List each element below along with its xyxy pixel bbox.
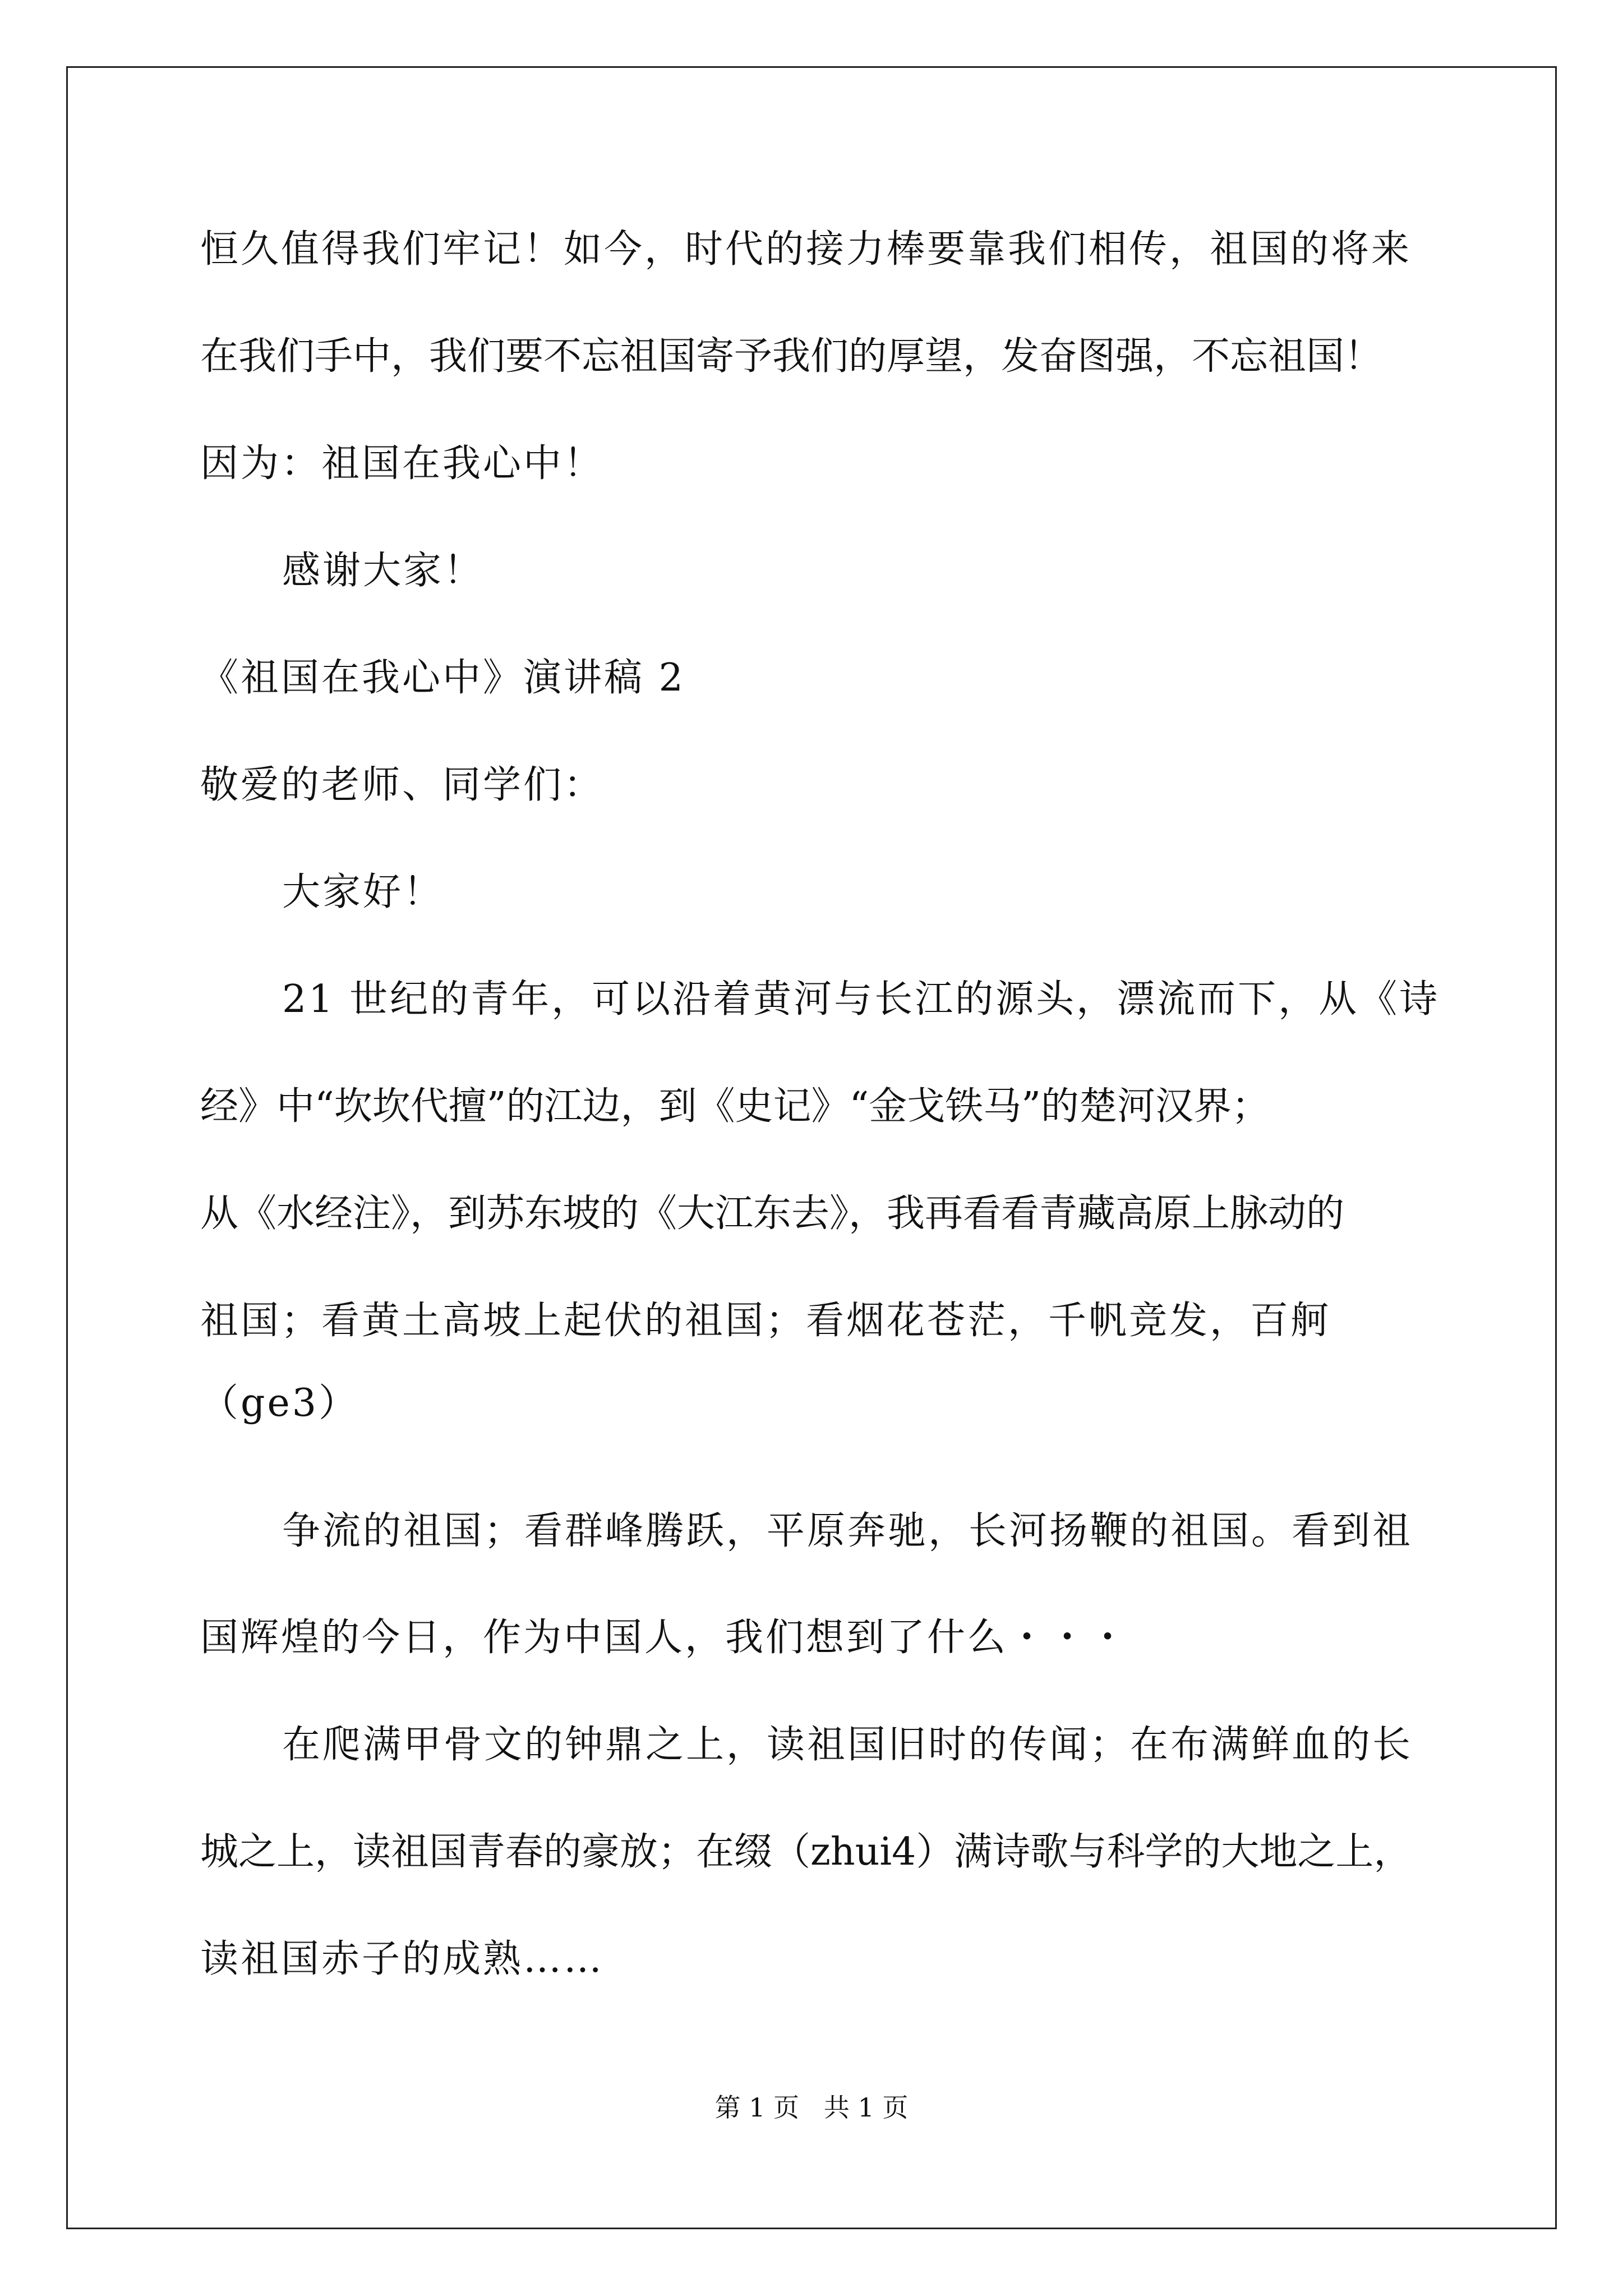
text-line-1: 恒久值得我们牢记！如今，时代的接力棒要靠我们相传，祖国的将来: [200, 227, 1412, 272]
section-heading: 《祖国在我心中》演讲稿 2: [200, 656, 685, 700]
text-line-4: 感谢大家！: [282, 549, 485, 593]
text-line-16: 城之上，读祖国青春的豪放；在缀（zhui4）满诗歌与科学的大地之上，: [200, 1830, 1412, 1874]
text-line-8: 21 世纪的青年，可以沿着黄河与长江的源头，漂流而下，从《诗: [282, 977, 1440, 1022]
text-line-13: 争流的祖国；看群峰腾跃，平原奔驰，长河扬鞭的祖国。看到祖: [282, 1509, 1413, 1553]
text-line-10: 从《水经注》，到苏东坡的《大江东去》，我再看看青藏高原上脉动的: [200, 1191, 1345, 1236]
text-line-17: 读祖国赤子的成熟……: [200, 1937, 605, 1981]
text-line-15: 在爬满甲骨文的钟鼎之上，读祖国旧时的传闻；在布满鲜血的长: [282, 1723, 1413, 1767]
page-border: [66, 66, 1557, 2229]
page-footer: 第 1 页 共 1 页: [714, 2092, 909, 2123]
text-line-14: 国辉煌的今日，作为中国人，我们想到了什么・・・: [200, 1616, 1129, 1660]
text-line-12: （ge3）: [200, 1381, 359, 1425]
salutation: 敬爱的老师、同学们：: [200, 763, 605, 807]
text-line-11: 祖国；看黄土高坡上起伏的祖国；看烟花苍茫，千帆竞发，百舸: [200, 1299, 1331, 1343]
text-line-2: 在我们手中，我们要不忘祖国寄予我们的厚望，发奋图强，不忘祖国！: [200, 334, 1383, 379]
greeting: 大家好！: [282, 870, 444, 914]
text-line-3: 因为：祖国在我心中！: [200, 441, 605, 486]
text-line-9: 经》中“坎坎代擅”的江边，到《史记》“金戈铁马”的楚河汉界；: [200, 1084, 1270, 1129]
